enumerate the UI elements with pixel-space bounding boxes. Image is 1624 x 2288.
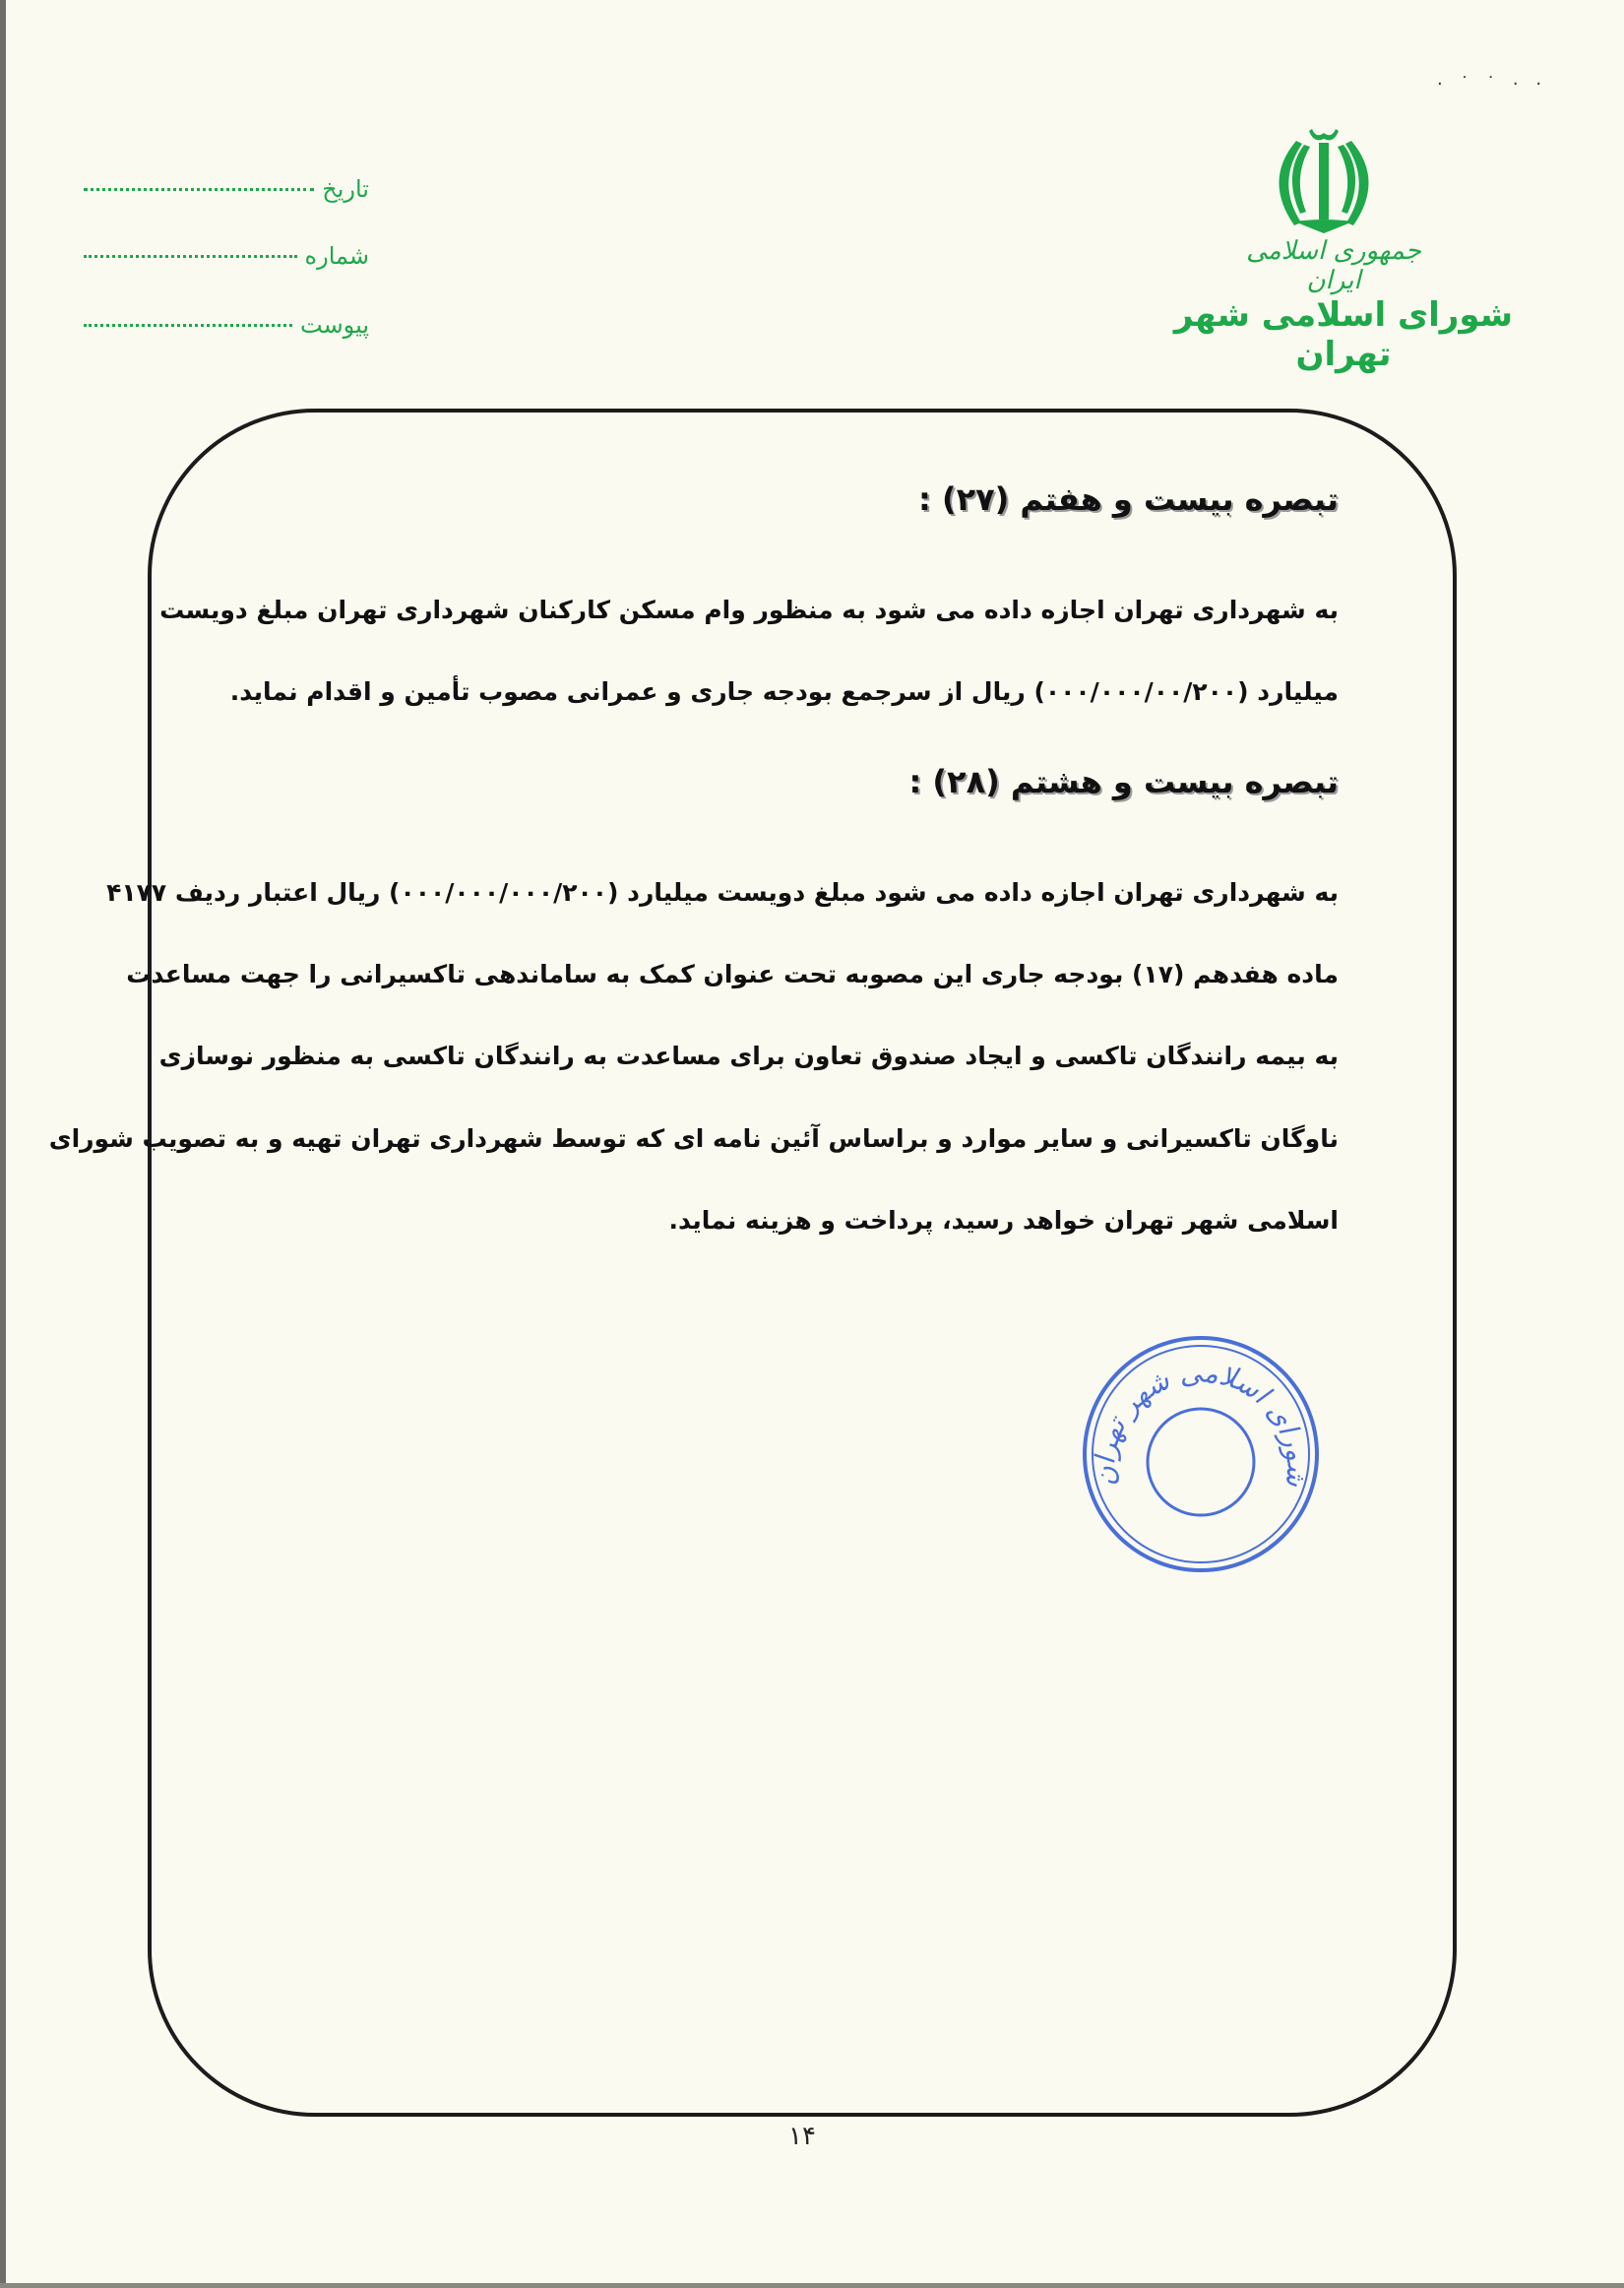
seal-text: شورای اسلامی شهر تهران [1088, 1356, 1314, 1489]
content-frame [48, 409, 1457, 2117]
section-heading-28: تبصره بیست و هشتم (۲۸) : [908, 763, 1339, 800]
date-field [84, 175, 369, 203]
section-28-line: اسلامی شهر تهران خواهد رسید، پرداخت و هزینه نماید. [668, 1206, 1339, 1235]
section-27-line: میلیارد (۰۰۰/۰۰۰/۰۰/۲۰۰) ریال از سرجمع بودجه جاری و عمرانی مصوب تأمین و اقدام نماید. [229, 677, 1339, 706]
section-28-line: ماده هفدهم (۱۷) بودجه جاری این مصوبه تحت عنوان کمک به ساماندهی تاکسیرانی را جهت مساعدت [126, 960, 1339, 988]
section-27-line: به شهرداری تهران اجازه داده می شود به منظور وام مسکن کارکنان شهرداری تهران مبلغ دویست [159, 596, 1339, 624]
svg-text:شورای اسلامی شهر تهران [1089, 1356, 1314, 1488]
date-label: تاریخ [322, 175, 369, 203]
section-28-line: به بیمه رانندگان تاکسی و ایجاد صندوق تعاون برای مساعدت به رانندگان تاکسی به منظور نوسازی [158, 1042, 1339, 1070]
section-28-line: به شهرداری تهران اجازه داده می شود مبلغ دویست میلیارد (۰۰۰/۰۰۰/۰۰۰/۲۰۰) ریال اعتبار ردیف ۴۱۷۷ [106, 878, 1339, 907]
attachment-label: پیوست [300, 311, 369, 339]
scan-edge-bottom [0, 2283, 1624, 2288]
number-label: شماره [304, 242, 369, 270]
number-dotted-line [84, 255, 297, 258]
scan-edge [0, 0, 6, 2288]
section-28-line: ناوگان تاکسیرانی و سایر موارد و براساس آئین نامه ای که توسط شهرداری تهران تهیه و به تصویب شورای [48, 1124, 1339, 1153]
section-heading-27: تبصره بیست و هفتم (۲۷) : [918, 480, 1339, 518]
attachment-dotted-line [84, 324, 292, 327]
attachment-field [84, 311, 369, 339]
scan-specks: · ˙ ˙ · · [1437, 74, 1548, 95]
council-seal-icon [1078, 1334, 1324, 1575]
iran-emblem-icon [1275, 123, 1373, 246]
organization-title: شورای اسلامی شهر تهران [1173, 295, 1514, 374]
date-dotted-line [84, 188, 314, 191]
emblem-caption: جمهوری اسلامی ایران [1246, 236, 1421, 295]
page-number: ۱۴ [788, 2122, 816, 2151]
number-field [84, 242, 369, 270]
